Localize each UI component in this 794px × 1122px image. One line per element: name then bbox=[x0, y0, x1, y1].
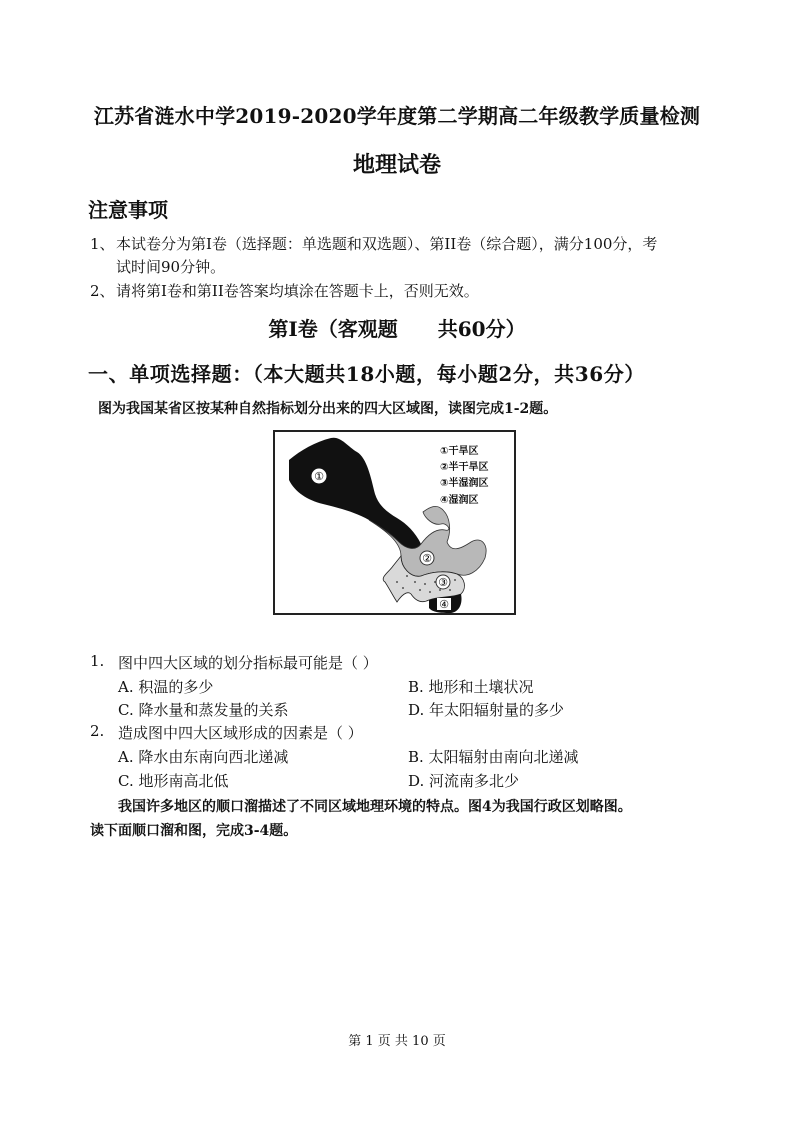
notice-item-2-line1: 请将第I卷和第II卷答案均填涂在答题卡上，否则无效。 bbox=[116, 282, 479, 300]
q1-option-a: A. 积温的多少 bbox=[118, 678, 214, 696]
notice-item-1-num: 1、 bbox=[90, 235, 115, 253]
region-label-1: ① bbox=[314, 470, 324, 483]
part1-title: 一、单项选择题：（本大题共18小题，每小题2分，共36分） bbox=[88, 362, 645, 386]
q1-option-d: D. 年太阳辐射量的多少 bbox=[408, 701, 565, 719]
region-label-3: ③ bbox=[438, 576, 448, 589]
legend-item-3: ③半湿润区 bbox=[440, 478, 489, 489]
notice-item-2-num: 2、 bbox=[90, 282, 115, 300]
passage-line-1: 我国许多地区的顺口溜描述了不同区域地理环境的特点。图4为我国行政区划略图。 bbox=[118, 799, 632, 815]
q2-option-c: C. 地形南高北低 bbox=[118, 772, 229, 790]
q2-stem: 造成图中四大区域形成的因素是（ ） bbox=[118, 724, 363, 742]
q2-option-b: B. 太阳辐射由南向北递减 bbox=[408, 748, 579, 766]
legend-item-1: ①干旱区 bbox=[440, 446, 479, 457]
q1-stem: 图中四大区域的划分指标最可能是（ ） bbox=[118, 654, 378, 672]
notice-heading: 注意事项 bbox=[88, 198, 168, 222]
notice-item-1-line1: 本试卷分为第I卷（选择题：单选题和双选题）、第II卷（综合题），满分100分，考 bbox=[116, 235, 658, 253]
q1-option-c: C. 降水量和蒸发量的关系 bbox=[118, 701, 289, 719]
exam-subtitle: 地理试卷 bbox=[352, 152, 441, 178]
part1-intro: 图为我国某省区按某种自然指标划分出来的四大区域图，读图完成1-2题。 bbox=[98, 401, 558, 417]
passage-line-2: 读下面顺口溜和图，完成3-4题。 bbox=[90, 823, 298, 839]
legend-item-2: ②半干旱区 bbox=[440, 462, 489, 473]
section-title: 第I卷（客观题 共60分） bbox=[268, 317, 526, 341]
q2-option-d: D. 河流南多北少 bbox=[408, 772, 520, 790]
exam-title: 江苏省涟水中学2019-2020学年度第二学期高二年级教学质量检测 bbox=[93, 104, 701, 128]
q1-number: 1. bbox=[90, 652, 105, 670]
legend-item-4: ④湿润区 bbox=[440, 495, 479, 506]
q2-option-a: A. 降水由东南向西北递减 bbox=[118, 748, 289, 766]
region-arid bbox=[289, 438, 421, 549]
q2-number: 2. bbox=[90, 722, 105, 740]
region-label-2: ② bbox=[422, 552, 432, 565]
notice-item-1-line2: 试时间90分钟。 bbox=[116, 258, 226, 276]
region-label-4: ④ bbox=[439, 598, 449, 611]
q1-option-b: B. 地形和土壤状况 bbox=[408, 678, 534, 696]
page-footer: 第 1 页 共 10 页 bbox=[348, 1034, 446, 1049]
